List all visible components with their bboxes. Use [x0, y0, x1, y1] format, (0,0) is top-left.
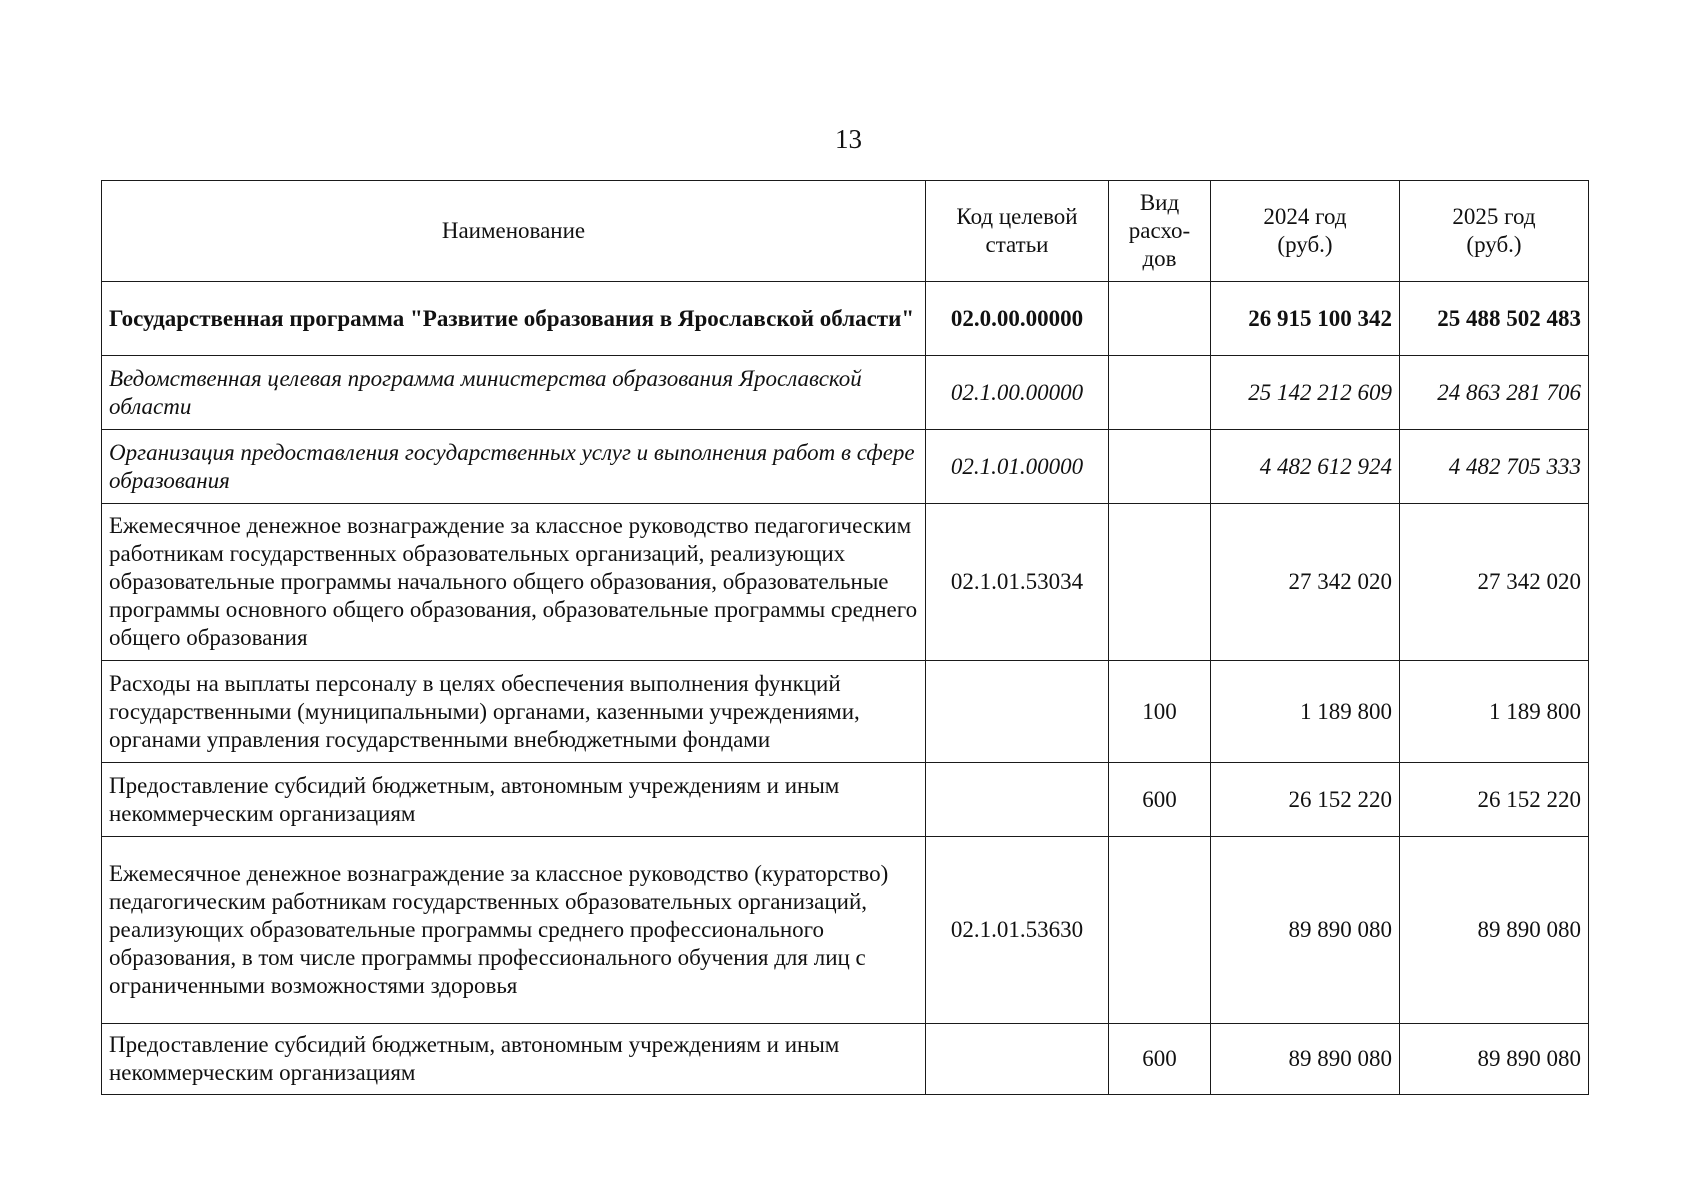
header-kind-line2: расхо-	[1128, 218, 1191, 243]
row-2025: 4 482 705 333	[1400, 430, 1589, 504]
header-kind-line1: Вид	[1139, 190, 1180, 215]
table-row	[102, 763, 1589, 837]
table-row	[102, 282, 1589, 356]
table-row	[102, 430, 1589, 504]
row-name: Предоставление субсидий бюджетным, автономным учреждениям и иным некоммерческим организациям	[102, 1024, 926, 1095]
header-kind-line3: дов	[1142, 246, 1177, 271]
row-kind: 600	[1109, 763, 1211, 837]
row-2025: 26 152 220	[1400, 763, 1589, 837]
row-2025: 89 890 080	[1400, 837, 1589, 1024]
table-row	[102, 1024, 1589, 1095]
row-2024: 26 152 220	[1211, 763, 1400, 837]
header-2024-line1: 2024 год	[1263, 204, 1347, 229]
header-code-line2: статьи	[985, 232, 1049, 257]
row-2025: 25 488 502 483	[1400, 282, 1589, 356]
header-2024-line2: (руб.)	[1277, 232, 1333, 257]
table-row	[102, 504, 1589, 661]
row-name: Организация предоставления государственных услуг и выполнения работ в сфере образования	[102, 430, 926, 504]
header-code-line1: Код целевой	[956, 204, 1078, 229]
header-kind	[1109, 181, 1211, 282]
header-name: Наименование	[102, 181, 926, 282]
budget-table	[101, 180, 1589, 1095]
row-code: 02.1.01.53034	[926, 504, 1109, 661]
row-name: Государственная программа "Развитие образования в Ярославской области"	[102, 282, 926, 356]
row-2025: 27 342 020	[1400, 504, 1589, 661]
row-2024: 89 890 080	[1211, 1024, 1400, 1095]
row-2024: 1 189 800	[1211, 661, 1400, 763]
row-code: 02.0.00.00000	[926, 282, 1109, 356]
row-kind	[1109, 504, 1211, 661]
row-kind	[1109, 356, 1211, 430]
row-2024: 27 342 020	[1211, 504, 1400, 661]
row-code: 02.1.01.00000	[926, 430, 1109, 504]
row-2024: 89 890 080	[1211, 837, 1400, 1024]
row-code: 02.1.01.53630	[926, 837, 1109, 1024]
row-2024: 4 482 612 924	[1211, 430, 1400, 504]
row-name: Ежемесячное денежное вознаграждение за классное руководство (кураторство) педагогическим работникам государственных образовательных организаций, реализующих образовательные программы среднего профессионального образования, в том числе программы профессионального обучения для лиц с ограниченными возможностями здоровья	[102, 837, 926, 1024]
row-kind	[1109, 282, 1211, 356]
table-row	[102, 837, 1589, 1024]
row-name: Расходы на выплаты персоналу в целях обеспечения выполнения функций государственными (муниципальными) органами, казенными учреждениями, органами управления государственными внебюджетными фондами	[102, 661, 926, 763]
row-kind: 600	[1109, 1024, 1211, 1095]
header-2024	[1211, 181, 1400, 282]
header-code	[926, 181, 1109, 282]
row-2024: 26 915 100 342	[1211, 282, 1400, 356]
row-code	[926, 661, 1109, 763]
table-header-row	[102, 181, 1589, 282]
header-2025	[1400, 181, 1589, 282]
table-row	[102, 356, 1589, 430]
row-2025: 24 863 281 706	[1400, 356, 1589, 430]
row-2025: 1 189 800	[1400, 661, 1589, 763]
header-2025-line2: (руб.)	[1466, 232, 1522, 257]
table-row	[102, 661, 1589, 763]
row-2025: 89 890 080	[1400, 1024, 1589, 1095]
row-2024: 25 142 212 609	[1211, 356, 1400, 430]
header-2025-line1: 2025 год	[1452, 204, 1536, 229]
row-name: Ведомственная целевая программа министерства образования Ярославской области	[102, 356, 926, 430]
row-kind: 100	[1109, 661, 1211, 763]
page-number: 13	[835, 124, 862, 154]
row-code	[926, 1024, 1109, 1095]
row-kind	[1109, 837, 1211, 1024]
row-code	[926, 763, 1109, 837]
row-code: 02.1.00.00000	[926, 356, 1109, 430]
row-name: Предоставление субсидий бюджетным, автономным учреждениям и иным некоммерческим организациям	[102, 763, 926, 837]
row-name: Ежемесячное денежное вознаграждение за классное руководство педагогическим работникам государственных образовательных организаций, реализующих образовательные программы начального общего образования, образовательные программы основного общего образования, образовательные программы среднего общего образования	[102, 504, 926, 661]
row-kind	[1109, 430, 1211, 504]
